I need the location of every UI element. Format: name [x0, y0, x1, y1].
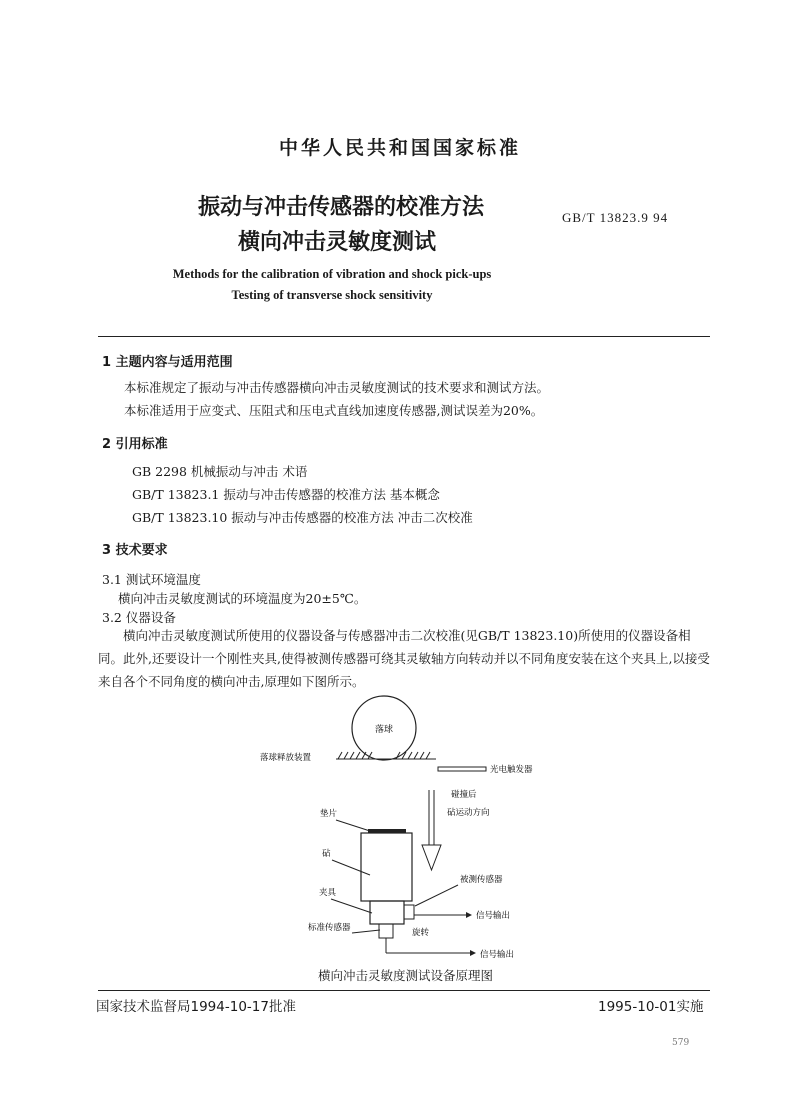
- photo-trigger-label: 光电触发器: [490, 765, 533, 775]
- section1-heading: 1 主题内容与适用范围: [102, 355, 233, 370]
- standard-number: GB/T 13823.9 94: [562, 210, 669, 225]
- reference-label: 标准传感器: [308, 923, 351, 933]
- section1-para2: 本标准适用于应变式、压阻式和压电式直线加速度传感器,测试误差为20%。: [124, 403, 544, 418]
- section3-2-text: 横向冲击灵敏度测试所使用的仪器设备与传感器冲击二次校准(见GB/T 13823.10)所使用的仪器设备相同。此外,还要设计一个刚性夹具,使得被测传感器可绕其灵敏轴方向转动并以不同角度安装在这个夹具上,以接受来自各个不同角度的横向冲击,原理如下图所示。: [98, 628, 710, 689]
- section3-2-heading: 3.2 仪器设备: [102, 610, 176, 625]
- figure-caption: 横向冲击灵敏度测试设备原理图: [318, 968, 494, 983]
- approval-date: 国家技术监督局1994-10-17批准: [96, 999, 296, 1015]
- release-device-label: 落球释放装置: [260, 753, 312, 763]
- dut-sensor: [404, 905, 414, 919]
- motion-direction-label2: 砧运动方向: [447, 808, 490, 818]
- implementation-date: 1995-10-01实施: [598, 999, 704, 1015]
- reference-item: GB/T 13823.1 振动与冲击传感器的校准方法 基本概念: [132, 487, 440, 502]
- ball-label: 落球: [374, 725, 394, 735]
- section1-para1: 本标准规定了振动与冲击传感器横向冲击灵敏度测试的技术要求和测试方法。: [124, 380, 550, 395]
- rotate-label: 旋转: [412, 928, 430, 938]
- english-title-line1: Methods for the calibration of vibration and shock pick-ups: [172, 267, 492, 281]
- dut-label: 被测传感器: [460, 875, 503, 885]
- motion-direction-label1: 碰撞后: [451, 790, 477, 800]
- photo-trigger: [438, 767, 486, 771]
- fixture: [370, 901, 404, 924]
- english-title-line2: Testing of transverse shock sensitivity: [231, 288, 433, 302]
- reference-sensor: [379, 924, 393, 938]
- pad-label: 垫片: [320, 809, 338, 819]
- fixture-label: 夹具: [319, 888, 337, 898]
- document-title-line2: 横向冲击灵敏度测试: [238, 230, 437, 255]
- page-number: 579: [672, 1038, 690, 1048]
- release-device-hatch: [338, 752, 430, 759]
- footer-rule: [98, 990, 710, 991]
- section3-heading: 3 技术要求: [102, 543, 168, 558]
- reference-item: GB 2298 机械振动与冲击 术语: [132, 464, 308, 479]
- signal-out1-label: 信号输出: [476, 911, 511, 921]
- anvil-label: 砧: [322, 849, 331, 859]
- section2-heading: 2 引用标准: [102, 437, 168, 452]
- signal-out2-label: 信号输出: [480, 950, 515, 960]
- national-standard-heading: 中华人民共和国国家标准: [278, 137, 521, 159]
- section3-1-text: 横向冲击灵敏度测试的环境温度为20±5℃。: [118, 591, 367, 606]
- reference-item: GB/T 13823.10 振动与冲击传感器的校准方法 冲击二次校准: [132, 510, 473, 525]
- motion-arrow-head: [422, 845, 441, 870]
- section3-1-heading: 3.1 测试环境温度: [102, 572, 201, 587]
- document-title-line1: 振动与冲击传感器的校准方法: [198, 195, 485, 220]
- anvil: [361, 833, 412, 901]
